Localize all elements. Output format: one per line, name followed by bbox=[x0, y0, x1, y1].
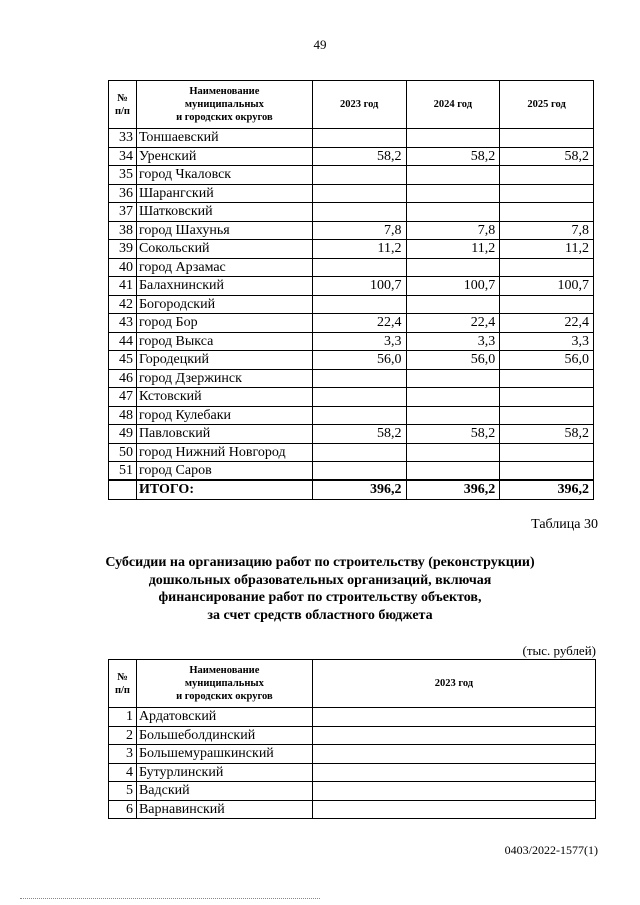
row-value-2023: 3,3 bbox=[312, 332, 406, 351]
total-num bbox=[109, 480, 137, 499]
row-number: 36 bbox=[109, 184, 137, 203]
table-row bbox=[109, 221, 594, 240]
row-value-2023 bbox=[312, 800, 595, 819]
row-name: Шарангский bbox=[136, 184, 312, 203]
section-title-line: Субсидии на организацию работ по строительству (реконструкции) bbox=[105, 555, 535, 570]
total-2025: 396,2 bbox=[500, 480, 594, 499]
row-number: 43 bbox=[109, 314, 137, 333]
row-name: город Арзамас bbox=[136, 258, 312, 277]
row-number: 5 bbox=[109, 782, 137, 801]
row-number: 41 bbox=[109, 277, 137, 296]
row-value-2024: 58,2 bbox=[406, 147, 500, 166]
header-name: Наименование муниципальных и городских округов bbox=[136, 660, 312, 708]
table-row bbox=[109, 147, 594, 166]
row-value-2023 bbox=[312, 388, 406, 407]
row-number: 35 bbox=[109, 166, 137, 185]
row-value-2023: 22,4 bbox=[312, 314, 406, 333]
row-value-2024 bbox=[406, 406, 500, 425]
row-name: город Дзержинск bbox=[136, 369, 312, 388]
row-value-2023: 11,2 bbox=[312, 240, 406, 259]
header-name: Наименование муниципальных и городских округов bbox=[136, 81, 312, 129]
units-label: (тыс. рублей) bbox=[522, 643, 596, 658]
table-row bbox=[109, 425, 594, 444]
row-number: 44 bbox=[109, 332, 137, 351]
row-number: 34 bbox=[109, 147, 137, 166]
row-number: 6 bbox=[109, 800, 137, 819]
table-row bbox=[109, 369, 594, 388]
subsidy-table-2 bbox=[108, 659, 596, 819]
row-number: 1 bbox=[109, 708, 137, 727]
row-value-2023 bbox=[312, 763, 595, 782]
section-title-line: финансирование работ по строительству объектов, bbox=[158, 590, 482, 605]
row-name: город Шахунья bbox=[136, 221, 312, 240]
row-value-2023 bbox=[312, 203, 406, 222]
row-value-2023 bbox=[312, 782, 595, 801]
table-row bbox=[109, 351, 594, 370]
row-number: 42 bbox=[109, 295, 137, 314]
row-value-2025 bbox=[500, 258, 594, 277]
row-name: Богородский bbox=[136, 295, 312, 314]
row-value-2024 bbox=[406, 166, 500, 185]
row-value-2024 bbox=[406, 295, 500, 314]
table-row bbox=[109, 763, 596, 782]
row-name: Городецкий bbox=[136, 351, 312, 370]
row-value-2023: 58,2 bbox=[312, 425, 406, 444]
table-row bbox=[109, 332, 594, 351]
row-number: 39 bbox=[109, 240, 137, 259]
row-value-2024 bbox=[406, 184, 500, 203]
table-row bbox=[109, 406, 594, 425]
row-value-2025 bbox=[500, 184, 594, 203]
row-value-2023 bbox=[312, 258, 406, 277]
row-value-2024 bbox=[406, 388, 500, 407]
row-value-2024 bbox=[406, 129, 500, 148]
table-row bbox=[109, 295, 594, 314]
row-value-2024: 11,2 bbox=[406, 240, 500, 259]
row-value-2023: 100,7 bbox=[312, 277, 406, 296]
row-value-2023 bbox=[312, 708, 595, 727]
row-name: Сокольский bbox=[136, 240, 312, 259]
row-value-2024 bbox=[406, 462, 500, 481]
header-2025: 2025 год bbox=[500, 81, 594, 129]
row-name: город Саров bbox=[136, 462, 312, 481]
document-code: 0403/2022-1577(1) bbox=[504, 843, 598, 857]
row-value-2023 bbox=[312, 462, 406, 481]
row-number: 2 bbox=[109, 726, 137, 745]
table1-total-row bbox=[109, 480, 594, 499]
header-num: № п/п bbox=[109, 660, 137, 708]
row-name: Павловский bbox=[136, 425, 312, 444]
row-value-2025: 58,2 bbox=[500, 425, 594, 444]
table-caption: Таблица 30 bbox=[531, 517, 598, 532]
table-row bbox=[109, 277, 594, 296]
row-value-2024 bbox=[406, 203, 500, 222]
table2-header-row bbox=[109, 660, 596, 708]
table-row bbox=[109, 745, 596, 764]
table-row bbox=[109, 240, 594, 259]
row-value-2025: 3,3 bbox=[500, 332, 594, 351]
row-value-2024 bbox=[406, 369, 500, 388]
table-row bbox=[109, 166, 594, 185]
row-value-2025 bbox=[500, 388, 594, 407]
row-value-2023: 56,0 bbox=[312, 351, 406, 370]
table-row bbox=[109, 203, 594, 222]
table-row bbox=[109, 462, 594, 481]
row-name: Бутурлинский bbox=[136, 763, 312, 782]
row-value-2023: 7,8 bbox=[312, 221, 406, 240]
row-name: город Выкса bbox=[136, 332, 312, 351]
row-number: 3 bbox=[109, 745, 137, 764]
table-row bbox=[109, 708, 596, 727]
row-value-2025 bbox=[500, 443, 594, 462]
row-number: 38 bbox=[109, 221, 137, 240]
row-value-2024 bbox=[406, 258, 500, 277]
row-name: город Бор bbox=[136, 314, 312, 333]
row-number: 49 bbox=[109, 425, 137, 444]
section-title bbox=[0, 554, 640, 624]
header-num: № п/п bbox=[109, 81, 137, 129]
table-row bbox=[109, 258, 594, 277]
row-value-2024: 7,8 bbox=[406, 221, 500, 240]
row-value-2023: 58,2 bbox=[312, 147, 406, 166]
table-row bbox=[109, 314, 594, 333]
row-number: 50 bbox=[109, 443, 137, 462]
row-value-2025 bbox=[500, 369, 594, 388]
row-value-2023 bbox=[312, 369, 406, 388]
row-value-2025: 11,2 bbox=[500, 240, 594, 259]
row-value-2023 bbox=[312, 166, 406, 185]
total-2023: 396,2 bbox=[312, 480, 406, 499]
row-value-2025: 7,8 bbox=[500, 221, 594, 240]
row-name: город Чкаловск bbox=[136, 166, 312, 185]
row-value-2025 bbox=[500, 166, 594, 185]
table-row bbox=[109, 184, 594, 203]
page-number: 49 bbox=[313, 37, 327, 52]
row-name: Шатковский bbox=[136, 203, 312, 222]
row-name: город Кулебаки bbox=[136, 406, 312, 425]
row-value-2025 bbox=[500, 295, 594, 314]
row-number: 40 bbox=[109, 258, 137, 277]
row-value-2025 bbox=[500, 129, 594, 148]
row-name: Балахнинский bbox=[136, 277, 312, 296]
section-title-line: дошкольных образовательных организаций, включая bbox=[148, 572, 492, 588]
row-number: 33 bbox=[109, 129, 137, 148]
row-name: Тоншаевский bbox=[136, 129, 312, 148]
row-value-2025 bbox=[500, 203, 594, 222]
row-value-2025: 22,4 bbox=[500, 314, 594, 333]
table-row bbox=[109, 129, 594, 148]
row-number: 45 bbox=[109, 351, 137, 370]
table1-header-row bbox=[109, 81, 594, 129]
row-name: Большеболдинский bbox=[136, 726, 312, 745]
row-name: город Нижний Новгород bbox=[136, 443, 312, 462]
row-name: Вадский bbox=[136, 782, 312, 801]
row-name: Ардатовский bbox=[136, 708, 312, 727]
row-number: 37 bbox=[109, 203, 137, 222]
row-number: 46 bbox=[109, 369, 137, 388]
row-value-2023 bbox=[312, 443, 406, 462]
row-value-2024: 58,2 bbox=[406, 425, 500, 444]
table-row bbox=[109, 388, 594, 407]
row-value-2024: 22,4 bbox=[406, 314, 500, 333]
header-2024: 2024 год bbox=[406, 81, 500, 129]
table-row bbox=[109, 800, 596, 819]
total-2024: 396,2 bbox=[406, 480, 500, 499]
row-number: 47 bbox=[109, 388, 137, 407]
section-title-line: за счет средств областного бюджета bbox=[207, 607, 433, 623]
row-value-2023 bbox=[312, 726, 595, 745]
row-value-2023 bbox=[312, 745, 595, 764]
row-value-2025: 58,2 bbox=[500, 147, 594, 166]
table-row bbox=[109, 726, 596, 745]
row-number: 48 bbox=[109, 406, 137, 425]
row-value-2024: 100,7 bbox=[406, 277, 500, 296]
row-value-2023 bbox=[312, 184, 406, 203]
row-value-2025 bbox=[500, 462, 594, 481]
row-value-2025: 100,7 bbox=[500, 277, 594, 296]
row-value-2023 bbox=[312, 129, 406, 148]
row-value-2024: 56,0 bbox=[406, 351, 500, 370]
scan-artifact bbox=[20, 898, 320, 901]
row-name: Большемурашкинский bbox=[136, 745, 312, 764]
row-value-2024 bbox=[406, 443, 500, 462]
header-2023: 2023 год bbox=[312, 660, 595, 708]
row-value-2024: 3,3 bbox=[406, 332, 500, 351]
row-value-2025: 56,0 bbox=[500, 351, 594, 370]
row-name: Уренский bbox=[136, 147, 312, 166]
header-2023: 2023 год bbox=[312, 81, 406, 129]
row-number: 4 bbox=[109, 763, 137, 782]
row-value-2023 bbox=[312, 295, 406, 314]
row-number: 51 bbox=[109, 462, 137, 481]
row-value-2025 bbox=[500, 406, 594, 425]
table-row bbox=[109, 443, 594, 462]
row-name: Варнавинский bbox=[136, 800, 312, 819]
subsidy-table-1 bbox=[108, 80, 594, 500]
row-name: Кстовский bbox=[136, 388, 312, 407]
total-label: ИТОГО: bbox=[136, 480, 312, 499]
table-row bbox=[109, 782, 596, 801]
row-value-2023 bbox=[312, 406, 406, 425]
